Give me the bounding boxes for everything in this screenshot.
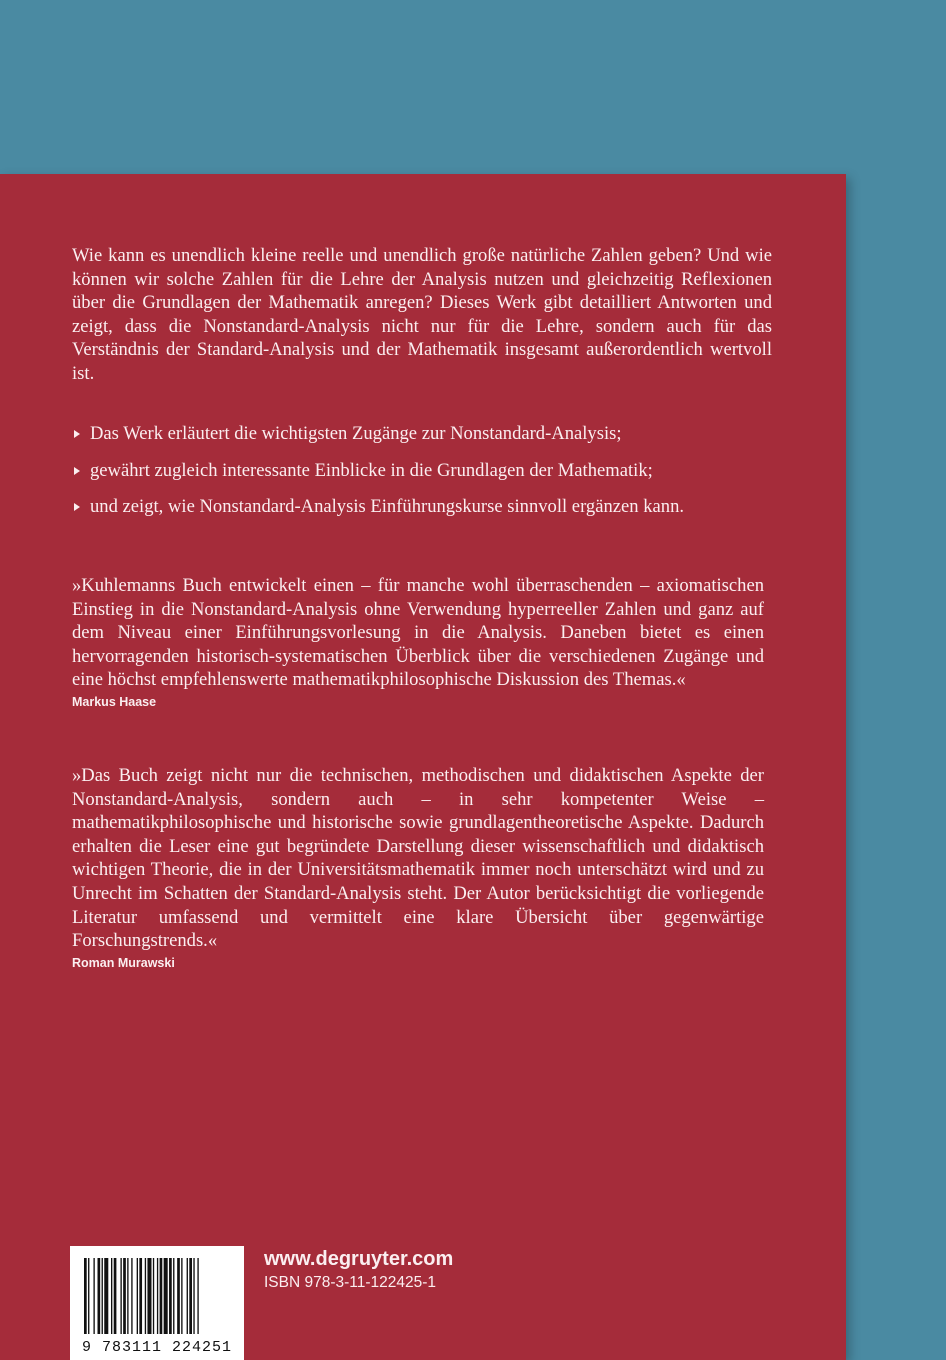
barcode-bar <box>139 1258 142 1334</box>
barcode-bar <box>84 1258 87 1334</box>
isbn-barcode <box>70 1246 244 1360</box>
triangle-bullet-icon <box>74 430 80 438</box>
barcode-bar <box>187 1258 188 1334</box>
barcode-bar <box>157 1258 158 1334</box>
feature-item <box>72 422 792 446</box>
barcode-bar <box>177 1258 180 1334</box>
barcode-bar <box>189 1258 192 1334</box>
feature-item <box>72 495 792 519</box>
review-text: »Das Buch zeigt nicht nur die technischen, methodischen und didaktischen Aspekte der Nonstandard-Analysis, sondern auch – in sehr kompetenter Weise – mathematikphilosophische und historische sowie grundlagentheoretische Aspekte. Dadurch erhalten die Leser eine gut begründete Darstellung dieser wissenschaftlich und didaktisch wichtigen Theorie, die in der Universitätsmathematik immer noch unterschätzt wird und zu Unrecht im Schatten der Standard-Analysis steht. Der Autor berücksichtigt die vorliegende Literatur umfassend und vermittelt eine klare Übersicht über gegenwärtige Forschungstrends.« <box>72 765 764 952</box>
barcode-bar <box>88 1258 89 1334</box>
publisher-info <box>264 1246 453 1294</box>
barcode-bar <box>173 1258 174 1334</box>
barcode-bar <box>93 1258 94 1334</box>
feature-list <box>72 422 792 532</box>
barcode-bar <box>111 1258 112 1334</box>
barcode-bar <box>147 1258 151 1334</box>
feature-text: gewährt zugleich interessante Einblicke in die Grundlagen der Mathematik; <box>90 459 653 481</box>
barcode-bar <box>164 1258 168 1334</box>
barcode-bar <box>98 1258 101 1334</box>
barcode-bar <box>197 1258 198 1334</box>
review-quote <box>72 574 764 710</box>
review-author: Roman Murawski <box>72 955 175 970</box>
barcode-bar <box>160 1258 163 1334</box>
description-text: Wie kann es unendlich kleine reelle und unendlich große natürliche Zahlen geben? Und wie können wir solche Zahlen für die Lehre der Analysis nutzen und gleichzeitig Reflexionen über die Grundlagen der Mathematik anregen? Dieses Werk gibt detailliert Antworten und zeigt, dass die Nonstandard-Analysis nicht nur für die Lehre, sondern auch für das Verständnis der Standard-Analysis und der Mathematik insgesamt außerordentlich wertvoll ist. <box>72 245 772 384</box>
barcode-bar <box>137 1258 138 1334</box>
barcode-bar <box>153 1258 154 1334</box>
barcode-bar <box>123 1258 126 1334</box>
barcode-bar <box>145 1258 146 1334</box>
barcode-bar <box>169 1258 172 1334</box>
isbn-number: ISBN 978-3-11-122425-1 <box>264 1274 437 1291</box>
barcode-bar <box>181 1258 182 1334</box>
barcode-bar <box>104 1258 108 1334</box>
back-cover <box>0 174 846 1360</box>
barcode-bar <box>131 1258 132 1334</box>
barcode-bar <box>114 1258 117 1334</box>
barcode-bar <box>102 1258 103 1334</box>
feature-text: Das Werk erläutert die wichtigsten Zugänge zur Nonstandard-Analysis; <box>90 423 622 444</box>
triangle-bullet-icon <box>74 467 80 475</box>
barcode-bar <box>120 1258 121 1334</box>
review-author: Markus Haase <box>72 694 157 709</box>
publisher-url[interactable]: www.degruyter.com <box>264 1248 454 1270</box>
barcode-bars <box>84 1258 230 1334</box>
feature-item <box>72 459 792 483</box>
review-quote <box>72 764 764 971</box>
book-description <box>72 244 772 386</box>
barcode-digits: 9 783111 224251 <box>81 1339 233 1356</box>
triangle-bullet-icon <box>74 503 80 511</box>
barcode-bar <box>127 1258 128 1334</box>
barcode-bar <box>193 1258 194 1334</box>
review-text: »Kuhlemanns Buch entwickelt einen – für manche wohl überraschenden – axiomatischen Einstieg in die Nonstandard-Analysis ohne Verwendung hyperreeller Zahlen und ganz auf dem Niveau einer Einführungsvorlesung in die Analysis. Daneben bietet es einen hervorragenden historisch-systematischen Überblick über die verschiedenen Zugänge und eine höchst empfehlenswerte mathematikphilosophische Diskussion des Themas.« <box>72 575 764 691</box>
feature-text: und zeigt, wie Nonstandard-Analysis Einführungskurse sinnvoll ergänzen kann. <box>90 496 685 518</box>
